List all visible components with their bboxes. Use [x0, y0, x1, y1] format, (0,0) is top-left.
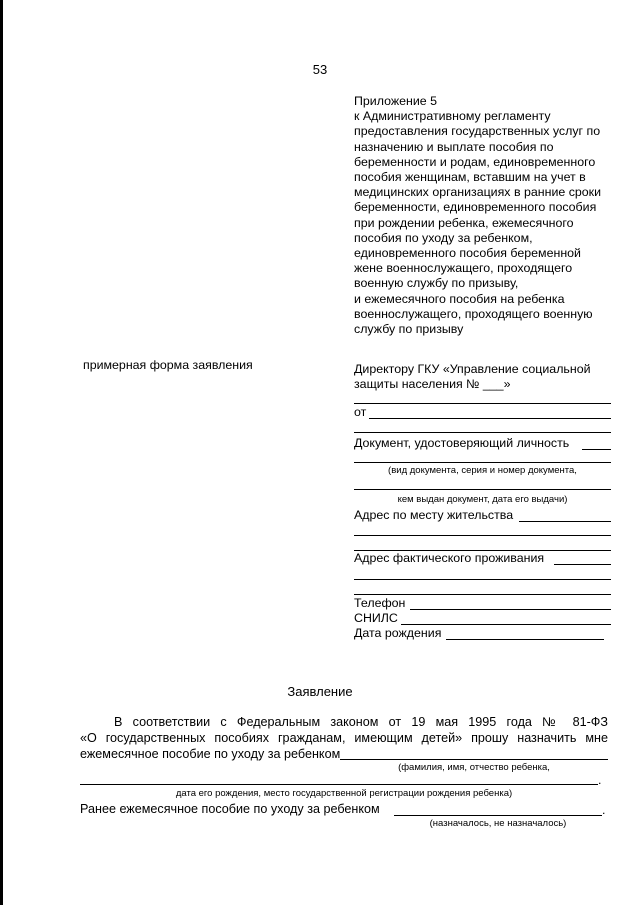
appendix-line: предоставления государственных услуг по [354, 124, 601, 139]
from-blank-line-2[interactable] [354, 432, 611, 433]
appendix-line: назначению и выплате пособия по [354, 139, 554, 154]
addressee-blank-line [354, 403, 611, 404]
actual-address-label: Адрес фактического проживания [354, 551, 545, 565]
appendix-header [354, 94, 616, 337]
statement-line-1: В соответствии с Федеральным законом от 19 мая 1995 года № 81-ФЗ [114, 715, 608, 729]
snils-blank-line[interactable] [401, 624, 611, 625]
appendix-line: беременности, единовременного пособия [354, 200, 597, 215]
statement-body [80, 714, 608, 762]
identity-doc-note-2: кем выдан документ, дата его выдачи) [397, 494, 568, 505]
appendix-line: к Административному регламенту [354, 109, 551, 124]
identity-doc-blank-line-3[interactable] [354, 489, 611, 490]
residence-address-blank-line-2[interactable] [354, 535, 611, 536]
previously-label: Ранее ежемесячное пособие по уходу за ребенком [80, 802, 380, 816]
identity-doc-blank-line[interactable] [582, 449, 611, 450]
appendix-line: службу по призыву [354, 322, 464, 337]
child-info-note-2: дата его рождения, место государственной регистрации рождения ребенка) [175, 788, 513, 799]
appendix-line: пособия по уходу за ребенком, [354, 230, 533, 245]
statement-title: Заявление [287, 684, 353, 699]
actual-address-blank-line[interactable] [554, 564, 611, 565]
statement-line-3: ежемесячное пособие по уходу за ребенком [80, 747, 341, 761]
from-blank-line[interactable] [369, 418, 611, 419]
birth-date-label: Дата рождения [354, 626, 442, 640]
child-info-blank-line-2[interactable] [80, 784, 598, 785]
child-info-note: (фамилия, имя, отчество ребенка, [398, 762, 550, 773]
appendix-line: медицинских организациях в ранние сроки [354, 185, 602, 200]
appendix-line: военнослужащего, проходящего военную [354, 306, 593, 321]
page-number: 53 [312, 62, 328, 77]
appendix-line: пособия женщинам, вставшим на учет в [354, 170, 586, 185]
from-label: от [354, 405, 367, 419]
period-mark-2: . [602, 803, 606, 817]
appendix-line: при рождении ребенка, ежемесячного [354, 215, 574, 230]
previously-blank-line[interactable] [394, 815, 602, 816]
actual-address-blank-line-2[interactable] [354, 579, 611, 580]
addressee-line-1: Директору ГКУ «Управление социальной [354, 362, 591, 376]
appendix-line: жене военнослужащего, проходящего [354, 261, 573, 276]
phone-label: Телефон [354, 596, 406, 610]
statement-line-2: «О государственных пособиях гражданам, имеющим детей» прошу назначить мне [80, 731, 608, 745]
child-info-blank-line[interactable] [340, 759, 608, 760]
residence-address-blank-line[interactable] [519, 521, 611, 522]
identity-doc-blank-line-2[interactable] [354, 462, 611, 463]
residence-address-label: Адрес по месту жительства [354, 508, 514, 522]
appendix-line: и ежемесячного пособия на ребенка [354, 291, 565, 306]
snils-label: СНИЛС [354, 611, 398, 625]
appendix-line: беременности и родам, единовременного [354, 154, 596, 169]
period-mark: . [598, 773, 602, 787]
appendix-line: военную службу по призыву, [354, 276, 519, 291]
form-type-label: примерная форма заявления [83, 358, 253, 372]
appendix-line: единовременного пособия беременной [354, 246, 581, 261]
previously-note: (назначалось, не назначалось) [429, 818, 567, 829]
phone-blank-line[interactable] [410, 609, 611, 610]
page-left-border [0, 0, 3, 905]
addressee-line-2: защиты населения № ___» [354, 377, 511, 391]
identity-doc-note: (вид документа, серия и номер документа, [388, 465, 577, 476]
birth-date-blank-line[interactable] [446, 639, 604, 640]
actual-address-blank-line-3[interactable] [354, 594, 611, 595]
identity-doc-label: Документ, удостоверяющий личность [354, 436, 570, 450]
appendix-line: Приложение 5 [354, 94, 438, 108]
